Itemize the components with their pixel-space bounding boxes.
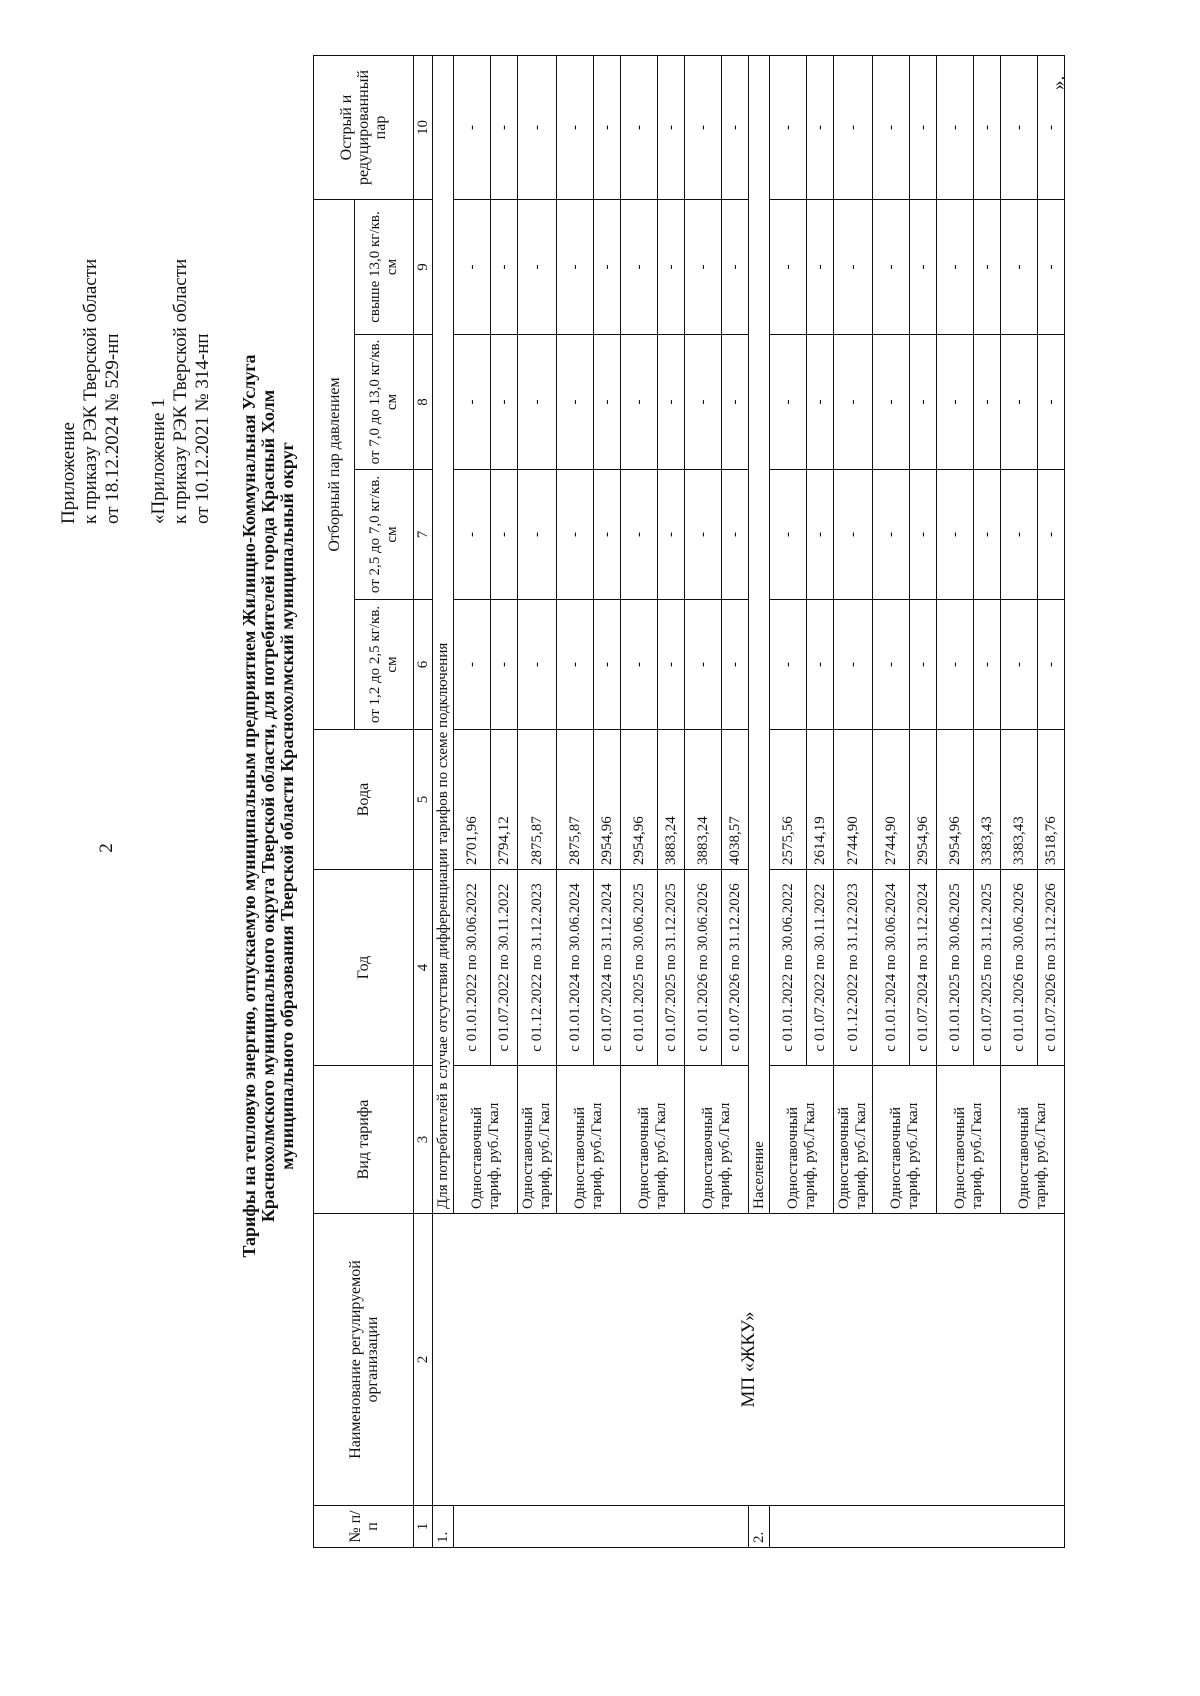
dash-cell: - (557, 600, 594, 730)
period: с 01.12.2022 по 31.12.2023 (518, 870, 557, 1066)
dash-cell: - (1038, 335, 1065, 470)
appendix-line: от 10.12.2021 № 314-нп (192, 333, 213, 524)
water-tariff: 2954,96 (621, 730, 658, 870)
appendix-header (58, 259, 124, 524)
dash-cell: - (491, 600, 518, 730)
dash-cell: - (454, 600, 491, 730)
water-tariff: 3383,43 (974, 730, 1001, 870)
page-number: 2 (96, 843, 117, 853)
water-tariff: 2701,96 (454, 730, 491, 870)
tariff-kind: Одноставочный тариф, руб./Гкал (770, 1066, 834, 1214)
original-appendix-header (148, 259, 214, 524)
period: с 01.07.2025 по 31.12.2025 (658, 870, 685, 1066)
tariff-kind: Одноставочный тариф, руб./Гкал (685, 1066, 749, 1214)
row-number-blank (770, 1506, 1065, 1548)
dash-cell: - (454, 335, 491, 470)
dash-cell: - (621, 200, 658, 335)
header-p1: от 1,2 до 2,5 кг/кв. см (355, 600, 414, 730)
col-number: 10 (414, 56, 433, 200)
period: с 01.07.2026 по 31.12.2026 (722, 870, 749, 1066)
dash-cell: - (722, 335, 749, 470)
tariff-kind: Одноставочный тариф, руб./Гкал (937, 1066, 1001, 1214)
column-number-row (414, 56, 433, 1548)
dash-cell: - (807, 56, 834, 200)
dash-cell: - (685, 200, 722, 335)
dash-cell: - (454, 200, 491, 335)
period: с 01.07.2025 по 31.12.2025 (974, 870, 1001, 1066)
dash-cell: - (910, 600, 937, 730)
dash-cell: - (454, 56, 491, 200)
dash-cell: - (1001, 200, 1038, 335)
appendix-line: к приказу РЭК Тверской области (170, 258, 191, 524)
dash-cell: - (685, 335, 722, 470)
title-line: муниципального образования Тверской области Краснохолмский муниципальный округ (277, 442, 297, 1170)
dash-cell: - (1001, 470, 1038, 600)
dash-cell: - (594, 200, 621, 335)
dash-cell: - (722, 600, 749, 730)
header-p4: свыше 13,0 кг/кв. см (355, 200, 414, 335)
section-title: Население (749, 56, 770, 1214)
dash-cell: - (910, 200, 937, 335)
dash-cell: - (658, 56, 685, 200)
period: с 01.01.2024 по 30.06.2024 (873, 870, 910, 1066)
dash-cell: - (594, 470, 621, 600)
dash-cell: - (557, 470, 594, 600)
period: с 01.01.2024 по 30.06.2024 (557, 870, 594, 1066)
dash-cell: - (1038, 600, 1065, 730)
dash-cell: - (594, 56, 621, 200)
dash-cell: - (910, 335, 937, 470)
col-number: 3 (414, 1066, 433, 1214)
dash-cell: - (807, 470, 834, 600)
header-p3: от 7,0 до 13,0 кг/кв. см (355, 335, 414, 470)
dash-cell: - (621, 600, 658, 730)
dash-cell: - (454, 470, 491, 600)
col-number: 8 (414, 335, 433, 470)
closing-quote: ». (1048, 75, 1069, 90)
dash-cell: - (974, 470, 1001, 600)
dash-cell: - (658, 200, 685, 335)
dash-cell: - (974, 56, 1001, 200)
dash-cell: - (621, 335, 658, 470)
dash-cell: - (491, 335, 518, 470)
org-name-text: МП «ЖКУ» (738, 1311, 759, 1408)
tariff-kind: Одноставочный тариф, руб./Гкал (621, 1066, 685, 1214)
row-number-blank (454, 1506, 749, 1548)
dash-cell: - (937, 200, 974, 335)
dash-cell: - (518, 600, 557, 730)
dash-cell: - (937, 470, 974, 600)
dash-cell: - (770, 200, 807, 335)
dash-cell: - (722, 56, 749, 200)
col-number: 5 (414, 730, 433, 870)
dash-cell: - (910, 56, 937, 200)
dash-cell: - (621, 56, 658, 200)
period: с 01.07.2024 по 31.12.2024 (594, 870, 621, 1066)
dash-cell: - (658, 470, 685, 600)
water-tariff: 3518,76 (1038, 730, 1065, 870)
period: с 01.12.2022 по 31.12.2023 (834, 870, 873, 1066)
dash-cell: - (685, 470, 722, 600)
header-steam: Отборный пар давлением (314, 200, 355, 730)
water-tariff: 4038,57 (722, 730, 749, 870)
dash-cell: - (491, 56, 518, 200)
water-tariff: 2954,96 (594, 730, 621, 870)
section-number: 1. (433, 1506, 454, 1548)
water-tariff: 3383,43 (1001, 730, 1038, 870)
col-number: 6 (414, 600, 433, 730)
dash-cell: - (937, 600, 974, 730)
dash-cell: - (1001, 56, 1038, 200)
dash-cell: - (834, 470, 873, 600)
dash-cell: - (518, 470, 557, 600)
tariff-kind: Одноставочный тариф, руб./Гкал (518, 1066, 557, 1214)
tariff-kind: Одноставочный тариф, руб./Гкал (454, 1066, 518, 1214)
tariff-kind: Одноставочный тариф, руб./Гкал (557, 1066, 621, 1214)
period: с 01.01.2025 по 30.06.2025 (937, 870, 974, 1066)
dash-cell: - (974, 335, 1001, 470)
dash-cell: - (1001, 600, 1038, 730)
dash-cell: - (873, 470, 910, 600)
water-tariff: 2794,12 (491, 730, 518, 870)
period: с 01.01.2025 по 30.06.2025 (621, 870, 658, 1066)
dash-cell: - (937, 335, 974, 470)
dash-cell: - (770, 600, 807, 730)
dash-cell: - (1038, 56, 1065, 200)
dash-cell: - (807, 335, 834, 470)
water-tariff: 3883,24 (685, 730, 722, 870)
col-number: 7 (414, 470, 433, 600)
dash-cell: - (834, 56, 873, 200)
dash-cell: - (807, 600, 834, 730)
dash-cell: - (1038, 470, 1065, 600)
header-year: Год (314, 870, 414, 1066)
header-water: Вода (314, 730, 414, 870)
dash-cell: - (685, 600, 722, 730)
org-name (433, 1214, 1065, 1506)
section-title: Для потребителей в случае отсутствия дифференциации тарифов по схеме подключения (433, 56, 454, 1214)
dash-cell: - (557, 200, 594, 335)
appendix-line: Приложение (58, 422, 79, 524)
dash-cell: - (873, 200, 910, 335)
water-tariff: 2744,90 (834, 730, 873, 870)
section-number: 2. (749, 1506, 770, 1548)
dash-cell: - (834, 600, 873, 730)
dash-cell: - (834, 335, 873, 470)
dash-cell: - (557, 335, 594, 470)
dash-cell: - (658, 600, 685, 730)
tariff-table (313, 55, 1065, 1548)
appendix-line: «Приложение 1 (148, 398, 169, 524)
water-tariff: 2954,96 (910, 730, 937, 870)
dash-cell: - (594, 335, 621, 470)
dash-cell: - (873, 56, 910, 200)
appendix-line: от 18.12.2024 № 529-нп (102, 333, 123, 524)
water-tariff: 2954,96 (937, 730, 974, 870)
dash-cell: - (770, 56, 807, 200)
dash-cell: - (594, 600, 621, 730)
header-p2: от 2,5 до 7,0 кг/кв. см (355, 470, 414, 600)
dash-cell: - (770, 470, 807, 600)
dash-cell: - (491, 200, 518, 335)
header-num: № п/п (314, 1506, 414, 1548)
period: с 01.07.2022 по 30.11.2022 (491, 870, 518, 1066)
title-line: Тарифы на тепловую энергию, отпускаемую муниципальным предприятием Жилищно-Коммунальная Услуга (239, 354, 259, 1258)
dash-cell: - (807, 200, 834, 335)
document-title (240, 216, 297, 1396)
period: с 01.01.2026 по 30.06.2026 (685, 870, 722, 1066)
dash-cell: - (974, 200, 1001, 335)
appendix-line: к приказу РЭК Тверской области (80, 258, 101, 524)
period: с 01.01.2026 по 30.06.2026 (1001, 870, 1038, 1066)
dash-cell: - (658, 335, 685, 470)
header-org: Наименование регулируемой организации (314, 1214, 414, 1506)
col-number: 1 (414, 1506, 433, 1548)
dash-cell: - (1001, 335, 1038, 470)
section-row (433, 56, 454, 1548)
dash-cell: - (910, 470, 937, 600)
header-sharp: Острый и редуцированный пар (314, 56, 414, 200)
water-tariff: 2875,87 (557, 730, 594, 870)
tariff-kind: Одноставочный тариф, руб./Гкал (873, 1066, 937, 1214)
water-tariff: 2614,19 (807, 730, 834, 870)
period: с 01.01.2022 по 30.06.2022 (454, 870, 491, 1066)
dash-cell: - (873, 600, 910, 730)
col-number: 9 (414, 200, 433, 335)
dash-cell: - (1038, 200, 1065, 335)
title-line: Краснохолмского муниципального округа Тверской области, для потребителей города Красный Холм (258, 389, 278, 1223)
dash-cell: - (685, 56, 722, 200)
tariff-kind: Одноставочный тариф, руб./Гкал (834, 1066, 873, 1214)
dash-cell: - (621, 470, 658, 600)
dash-cell: - (518, 335, 557, 470)
dash-cell: - (834, 200, 873, 335)
dash-cell: - (722, 200, 749, 335)
dash-cell: - (770, 335, 807, 470)
period: с 01.07.2022 по 30.11.2022 (807, 870, 834, 1066)
table-body (433, 56, 1065, 1548)
dash-cell: - (557, 56, 594, 200)
dash-cell: - (974, 600, 1001, 730)
header-kind: Вид тарифа (314, 1066, 414, 1214)
dash-cell: - (937, 56, 974, 200)
water-tariff: 2744,90 (873, 730, 910, 870)
tariff-kind: Одноставочный тариф, руб./Гкал (1001, 1066, 1065, 1214)
col-number: 2 (414, 1214, 433, 1506)
dash-cell: - (491, 470, 518, 600)
dash-cell: - (518, 200, 557, 335)
period: с 01.07.2026 по 31.12.2026 (1038, 870, 1065, 1066)
dash-cell: - (873, 335, 910, 470)
water-tariff: 2575,56 (770, 730, 807, 870)
water-tariff: 3883,24 (658, 730, 685, 870)
dash-cell: - (518, 56, 557, 200)
period: с 01.07.2024 по 31.12.2024 (910, 870, 937, 1066)
dash-cell: - (722, 470, 749, 600)
col-number: 4 (414, 870, 433, 1066)
period: с 01.01.2022 по 30.06.2022 (770, 870, 807, 1066)
water-tariff: 2875,87 (518, 730, 557, 870)
